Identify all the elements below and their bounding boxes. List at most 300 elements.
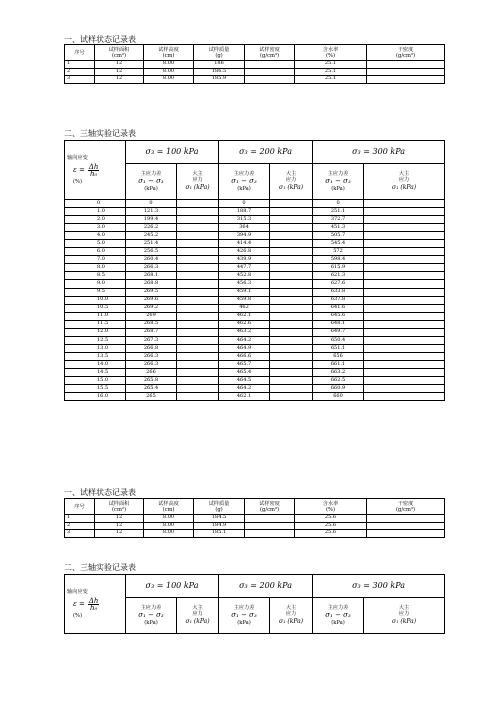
table-cell xyxy=(270,224,313,232)
table-cell: 0 xyxy=(313,200,364,208)
column-header-label: 序号 xyxy=(74,503,85,510)
table-cell xyxy=(177,248,219,256)
table-cell: 199.4 xyxy=(126,216,177,224)
sigma1-symbol: σ₁ (kPa) xyxy=(278,618,304,626)
table-cell: 0 xyxy=(126,200,177,208)
table-cell: 661.1 xyxy=(313,360,364,368)
subheader-text: (kPa) xyxy=(237,620,251,627)
table-cell: 266.3 xyxy=(126,360,177,368)
table-cell: 245.2 xyxy=(126,232,177,240)
sigma3-label: σ₃ = 200 kPa xyxy=(239,146,292,156)
table-cell xyxy=(270,208,313,216)
table-cell: 656 xyxy=(313,352,364,360)
table-cell: 651.1 xyxy=(313,344,364,352)
sigma1-symbol: σ₁ (kPa) xyxy=(392,184,417,192)
table-cell: 186.5 xyxy=(194,68,245,76)
table-cell xyxy=(177,296,219,304)
table-cell: 25.6 xyxy=(295,515,367,523)
table-cell: 268.7 xyxy=(126,328,177,336)
table-cell: 315.3 xyxy=(219,216,270,224)
table-cell: 1 xyxy=(65,61,95,69)
column-header-unit: (g/cm³) xyxy=(259,506,280,513)
table-cell: 456.3 xyxy=(219,280,270,288)
table-cell xyxy=(177,328,219,336)
table-cell xyxy=(270,320,313,328)
sigma3-label: σ₃ = 100 kPa xyxy=(145,580,199,590)
column-header-label: 试样面积 xyxy=(108,500,130,507)
table-cell: 9.0 xyxy=(65,280,126,288)
table-row xyxy=(65,240,445,248)
table-cell: 9.5 xyxy=(65,288,126,296)
table-cell: 1 xyxy=(65,515,95,523)
table-cell: 2 xyxy=(65,68,95,76)
table-row xyxy=(65,368,445,376)
table-cell: 463.2 xyxy=(219,328,270,336)
table-cell: 268.8 xyxy=(126,280,177,288)
sigma3-label: σ₃ = 200 kPa xyxy=(239,580,292,590)
table-cell: 25.1 xyxy=(295,76,367,84)
table-cell xyxy=(177,344,219,352)
subheader-text: 大主 xyxy=(285,605,297,612)
h0: h₀ xyxy=(89,170,98,178)
table-cell xyxy=(270,216,313,224)
table-cell xyxy=(367,515,445,523)
table-cell: 650.4 xyxy=(313,336,364,344)
table-cell xyxy=(270,344,313,352)
confining-pressure-header xyxy=(219,575,313,598)
subheader-text: (kPa) xyxy=(331,186,345,193)
table-cell: 185.1 xyxy=(194,530,245,538)
table-row xyxy=(65,76,445,84)
table-header-row xyxy=(65,575,445,598)
column-header-unit: (g) xyxy=(215,52,223,59)
column-header-unit: (g/cm³) xyxy=(395,506,416,513)
strain-fraction xyxy=(88,164,100,177)
table-cell: 3.0 xyxy=(65,224,126,232)
table-row xyxy=(65,200,445,208)
sigma-diff-symbol: σ₁ − σ₃ xyxy=(325,611,351,620)
table-cell: 8.0 xyxy=(65,264,126,272)
column-header-label: 试样面积 xyxy=(108,46,130,53)
table-cell: 414.4 xyxy=(219,240,270,248)
table-cell: 267.3 xyxy=(126,336,177,344)
column-header xyxy=(144,45,194,61)
column-header-unit: (g) xyxy=(215,506,223,513)
strain-formula xyxy=(73,164,125,177)
column-header-unit: (g/cm³) xyxy=(259,52,280,59)
table-cell xyxy=(270,360,313,368)
table-cell xyxy=(177,216,219,224)
table-cell: 660.9 xyxy=(313,385,364,393)
table-cell: 25.6 xyxy=(295,530,367,538)
column-header-label: 试样质量 xyxy=(208,500,230,507)
table-cell: 15.5 xyxy=(65,385,126,393)
principal-stress-diff-header xyxy=(126,164,177,200)
table-row xyxy=(65,385,445,393)
table-row xyxy=(65,377,445,385)
table-cell: 459.8 xyxy=(219,296,270,304)
table-cell xyxy=(177,312,219,320)
table-header-row xyxy=(65,499,445,515)
subheader-text: 主应力差 xyxy=(233,171,255,178)
table-header-row xyxy=(65,141,445,164)
table-cell xyxy=(177,256,219,264)
table-row xyxy=(65,352,445,360)
table-cell: 5.0 xyxy=(65,240,126,248)
subheader-text: 主应力差 xyxy=(140,605,162,612)
table-cell xyxy=(270,304,313,312)
table-cell xyxy=(245,522,295,530)
table-cell: 663.2 xyxy=(313,368,364,376)
column-header-label: 干密度 xyxy=(397,500,414,507)
table-cell: 12 xyxy=(95,522,144,530)
table-cell xyxy=(270,200,313,208)
table-cell xyxy=(364,385,445,393)
table-cell: 648.1 xyxy=(313,320,364,328)
table-cell xyxy=(177,208,219,216)
table-cell xyxy=(364,200,445,208)
table-cell: 637.8 xyxy=(313,296,364,304)
section4-title: 二、三轴实验记录表 xyxy=(64,563,136,572)
table-cell: 459.1 xyxy=(219,288,270,296)
table-cell: 662.5 xyxy=(313,377,364,385)
column-header-unit: (cm) xyxy=(162,52,175,59)
table-cell: 14.5 xyxy=(65,368,126,376)
table-cell: 184.9 xyxy=(194,522,245,530)
table-cell: 10.5 xyxy=(65,304,126,312)
principal-stress-diff-header xyxy=(313,598,364,634)
table-cell xyxy=(270,232,313,240)
table-cell: 188.7 xyxy=(219,208,270,216)
column-header xyxy=(194,45,245,61)
section2-title: 二、三轴实验记录表 xyxy=(64,129,136,138)
table-cell xyxy=(245,530,295,538)
table-cell xyxy=(367,530,445,538)
confining-pressure-header xyxy=(313,141,445,164)
table-cell: 268.5 xyxy=(126,320,177,328)
table-cell xyxy=(177,280,219,288)
table-cell: 462.1 xyxy=(219,393,270,401)
table-cell: 649.7 xyxy=(313,328,364,336)
table-cell: 13.5 xyxy=(65,352,126,360)
table-cell: 251.1 xyxy=(313,208,364,216)
table-cell: 621.3 xyxy=(313,272,364,280)
column-header xyxy=(367,45,445,61)
subheader-text: 应力 xyxy=(192,177,203,184)
epsilon-symbol: ε = xyxy=(73,166,85,174)
sigma1-symbol: σ₁ (kPa) xyxy=(185,618,210,626)
table-cell: 251.4 xyxy=(126,240,177,248)
table-cell: 10.0 xyxy=(65,296,126,304)
column-header xyxy=(245,45,295,61)
table-cell xyxy=(367,522,445,530)
table-cell: 6.0 xyxy=(65,248,126,256)
table-cell: 3 xyxy=(65,76,95,84)
table-cell: 11.5 xyxy=(65,320,126,328)
table-cell: 268.1 xyxy=(126,272,177,280)
table-cell: 462.6 xyxy=(219,320,270,328)
table-cell: 11.0 xyxy=(65,312,126,320)
table-cell: 266.8 xyxy=(126,344,177,352)
column-header xyxy=(95,499,144,515)
table-cell: 465.7 xyxy=(219,360,270,368)
table-cell: 25.1 xyxy=(295,68,367,76)
table-cell xyxy=(364,208,445,216)
column-header xyxy=(295,499,367,515)
table-row xyxy=(65,264,445,272)
sigma3-label: σ₃ = 100 kPa xyxy=(145,146,199,156)
table-cell: 645.6 xyxy=(313,312,364,320)
table-cell: 464.2 xyxy=(219,385,270,393)
table-cell: 16.0 xyxy=(65,393,126,401)
axial-strain-label: 轴向应变 xyxy=(67,155,88,161)
sigma-diff-symbol: σ₁ − σ₃ xyxy=(325,177,351,186)
subheader-text: 主应力差 xyxy=(327,605,349,612)
subheader-text: 应力 xyxy=(192,611,203,618)
major-principal-stress-header xyxy=(364,598,445,634)
table-cell xyxy=(364,296,445,304)
table-cell xyxy=(177,385,219,393)
column-header-label: 干密度 xyxy=(397,46,414,53)
column-header xyxy=(65,45,95,61)
percent-unit: (%) xyxy=(73,179,82,185)
table-cell: 615.9 xyxy=(313,264,364,272)
sigma1-symbol: σ₁ (kPa) xyxy=(278,184,304,192)
percent-unit: (%) xyxy=(73,613,82,619)
table-cell: 439.9 xyxy=(219,256,270,264)
table-cell: 8.00 xyxy=(144,515,194,523)
table-cell: 627.6 xyxy=(313,280,364,288)
column-header xyxy=(144,499,194,515)
table-cell: 25.1 xyxy=(295,61,367,69)
subheader-text: 主应力差 xyxy=(327,171,349,178)
table-cell: 266 xyxy=(126,368,177,376)
column-header xyxy=(194,499,245,515)
table-cell: 12.5 xyxy=(65,336,126,344)
table-cell: 8.00 xyxy=(144,68,194,76)
major-principal-stress-header xyxy=(270,598,313,634)
sample-state-table-1 xyxy=(64,44,445,84)
table-row xyxy=(65,530,445,538)
column-header-label: 试样密度 xyxy=(259,46,280,53)
table-cell: 266.3 xyxy=(126,352,177,360)
table-cell: 462 xyxy=(219,304,270,312)
table-cell: 269 xyxy=(126,312,177,320)
table-cell xyxy=(367,68,445,76)
table-cell xyxy=(367,76,445,84)
table-cell: 426.8 xyxy=(219,248,270,256)
table-cell: 265 xyxy=(126,393,177,401)
table-cell: 2 xyxy=(65,522,95,530)
table-cell: 260.4 xyxy=(126,256,177,264)
table-cell: 572 xyxy=(313,248,364,256)
table-cell xyxy=(177,336,219,344)
table-cell xyxy=(364,377,445,385)
table-cell xyxy=(177,352,219,360)
table-cell xyxy=(364,393,445,401)
table-cell: 505.7 xyxy=(313,232,364,240)
table-row xyxy=(65,320,445,328)
table-cell: 8.00 xyxy=(144,530,194,538)
sigma-diff-symbol: σ₁ − σ₃ xyxy=(138,611,164,620)
sigma-diff-symbol: σ₁ − σ₃ xyxy=(231,611,257,620)
table-cell: 12.0 xyxy=(65,328,126,336)
column-header-label: 试样质量 xyxy=(208,46,230,53)
table-cell: 25.6 xyxy=(295,522,367,530)
table-cell xyxy=(270,368,313,376)
table-cell xyxy=(364,224,445,232)
table-cell: 121.3 xyxy=(126,208,177,216)
table-row xyxy=(65,360,445,368)
subheader-text: 主应力差 xyxy=(233,605,255,612)
table-cell: 8.00 xyxy=(144,61,194,69)
table-cell: 12 xyxy=(95,76,144,84)
table-row xyxy=(65,224,445,232)
table-cell xyxy=(270,328,313,336)
table-cell xyxy=(364,360,445,368)
table-cell: 185.9 xyxy=(194,76,245,84)
table-row xyxy=(65,68,445,76)
column-header xyxy=(95,45,144,61)
table-row xyxy=(65,393,445,401)
table-cell xyxy=(177,320,219,328)
table-cell: 464.2 xyxy=(219,336,270,344)
table-row xyxy=(65,522,445,530)
table-cell xyxy=(177,377,219,385)
table-cell: 12 xyxy=(95,68,144,76)
table-cell xyxy=(177,272,219,280)
subheader-text: 大主 xyxy=(192,171,203,178)
table-cell xyxy=(245,61,295,69)
table-row xyxy=(65,344,445,352)
table-cell: 545.4 xyxy=(313,240,364,248)
table-cell: 465.4 xyxy=(219,368,270,376)
column-header xyxy=(65,499,95,515)
subheader-text: 应力 xyxy=(285,611,297,618)
table-cell: 7.0 xyxy=(65,256,126,264)
subheader-text: (kPa) xyxy=(331,620,345,627)
confining-pressure-header xyxy=(126,141,219,164)
strain-fraction xyxy=(88,598,100,611)
table-cell xyxy=(270,377,313,385)
table-cell xyxy=(270,296,313,304)
table-cell: 265.4 xyxy=(126,385,177,393)
table-cell: 269.6 xyxy=(126,296,177,304)
column-header-label: 试样高度 xyxy=(158,500,179,507)
table-cell: 447.7 xyxy=(219,264,270,272)
principal-stress-diff-header xyxy=(219,598,270,634)
table-row xyxy=(65,288,445,296)
table-cell: 464.9 xyxy=(219,344,270,352)
major-principal-stress-header xyxy=(364,164,445,200)
table-cell xyxy=(364,312,445,320)
axial-strain-header xyxy=(65,141,126,200)
subheader-text: 应力 xyxy=(398,177,410,184)
table-header-row xyxy=(65,45,445,61)
table-row xyxy=(65,296,445,304)
confining-pressure-header xyxy=(313,575,445,598)
table-cell xyxy=(364,320,445,328)
table-cell: 266.3 xyxy=(126,264,177,272)
table-cell xyxy=(270,352,313,360)
table-cell xyxy=(270,248,313,256)
sigma3-label: σ₃ = 300 kPa xyxy=(352,146,405,156)
table-row xyxy=(65,208,445,216)
table-cell xyxy=(270,280,313,288)
table-cell xyxy=(177,264,219,272)
table-cell: 12 xyxy=(95,61,144,69)
subheader-text: 大主 xyxy=(398,605,410,612)
column-header-unit: (%) xyxy=(326,52,335,59)
h0: h₀ xyxy=(89,604,98,612)
table-cell: 462.1 xyxy=(219,312,270,320)
table-cell xyxy=(367,61,445,69)
table-cell xyxy=(177,288,219,296)
table-cell xyxy=(270,272,313,280)
epsilon-symbol: ε = xyxy=(73,600,85,608)
table-cell xyxy=(364,232,445,240)
subheader-text: 大主 xyxy=(192,605,203,612)
column-header-unit: (cm²) xyxy=(112,52,126,59)
column-header xyxy=(245,499,295,515)
strain-formula xyxy=(73,598,125,611)
sigma1-symbol: σ₁ (kPa) xyxy=(185,184,210,192)
subheader-text: (kPa) xyxy=(237,186,251,193)
table-cell: 12 xyxy=(95,515,144,523)
confining-pressure-header xyxy=(126,575,219,598)
sample-state-table-2 xyxy=(64,498,445,538)
table-cell: 364 xyxy=(219,224,270,232)
table-cell: 598.4 xyxy=(313,256,364,264)
principal-stress-diff-header xyxy=(313,164,364,200)
table-cell: 372.7 xyxy=(313,216,364,224)
table-cell xyxy=(270,240,313,248)
table-cell: 12 xyxy=(95,530,144,538)
table-cell xyxy=(364,216,445,224)
table-cell xyxy=(270,288,313,296)
table-cell xyxy=(177,393,219,401)
table-cell: 2.0 xyxy=(65,216,126,224)
column-header-label: 序号 xyxy=(74,49,85,56)
principal-stress-diff-header xyxy=(219,164,270,200)
table-cell: 15.0 xyxy=(65,377,126,385)
column-header-label: 含水率 xyxy=(322,46,339,53)
section3-title: 一、试样状态记录表 xyxy=(64,488,136,497)
column-header-label: 试样高度 xyxy=(158,46,179,53)
table-cell: 269.5 xyxy=(126,288,177,296)
subheader-text: 应力 xyxy=(285,177,297,184)
subheader-text: 主应力差 xyxy=(140,171,162,178)
table-row xyxy=(65,515,445,523)
table-cell xyxy=(364,264,445,272)
table-cell: 265.8 xyxy=(126,377,177,385)
table-cell xyxy=(270,264,313,272)
table-cell: 451.3 xyxy=(313,224,364,232)
table-cell: 8.5 xyxy=(65,272,126,280)
column-header-label: 试样密度 xyxy=(259,500,280,507)
table-cell xyxy=(270,393,313,401)
delta-h: Δh xyxy=(88,163,99,171)
confining-pressure-header xyxy=(219,141,313,164)
axial-strain-header xyxy=(65,575,126,634)
table-cell: 14.0 xyxy=(65,360,126,368)
subheader-text: 大主 xyxy=(398,171,410,178)
table-cell: 452.8 xyxy=(219,272,270,280)
sigma1-symbol: σ₁ (kPa) xyxy=(392,618,417,626)
table-cell xyxy=(270,336,313,344)
table-cell xyxy=(245,68,295,76)
table-cell: 13.0 xyxy=(65,344,126,352)
